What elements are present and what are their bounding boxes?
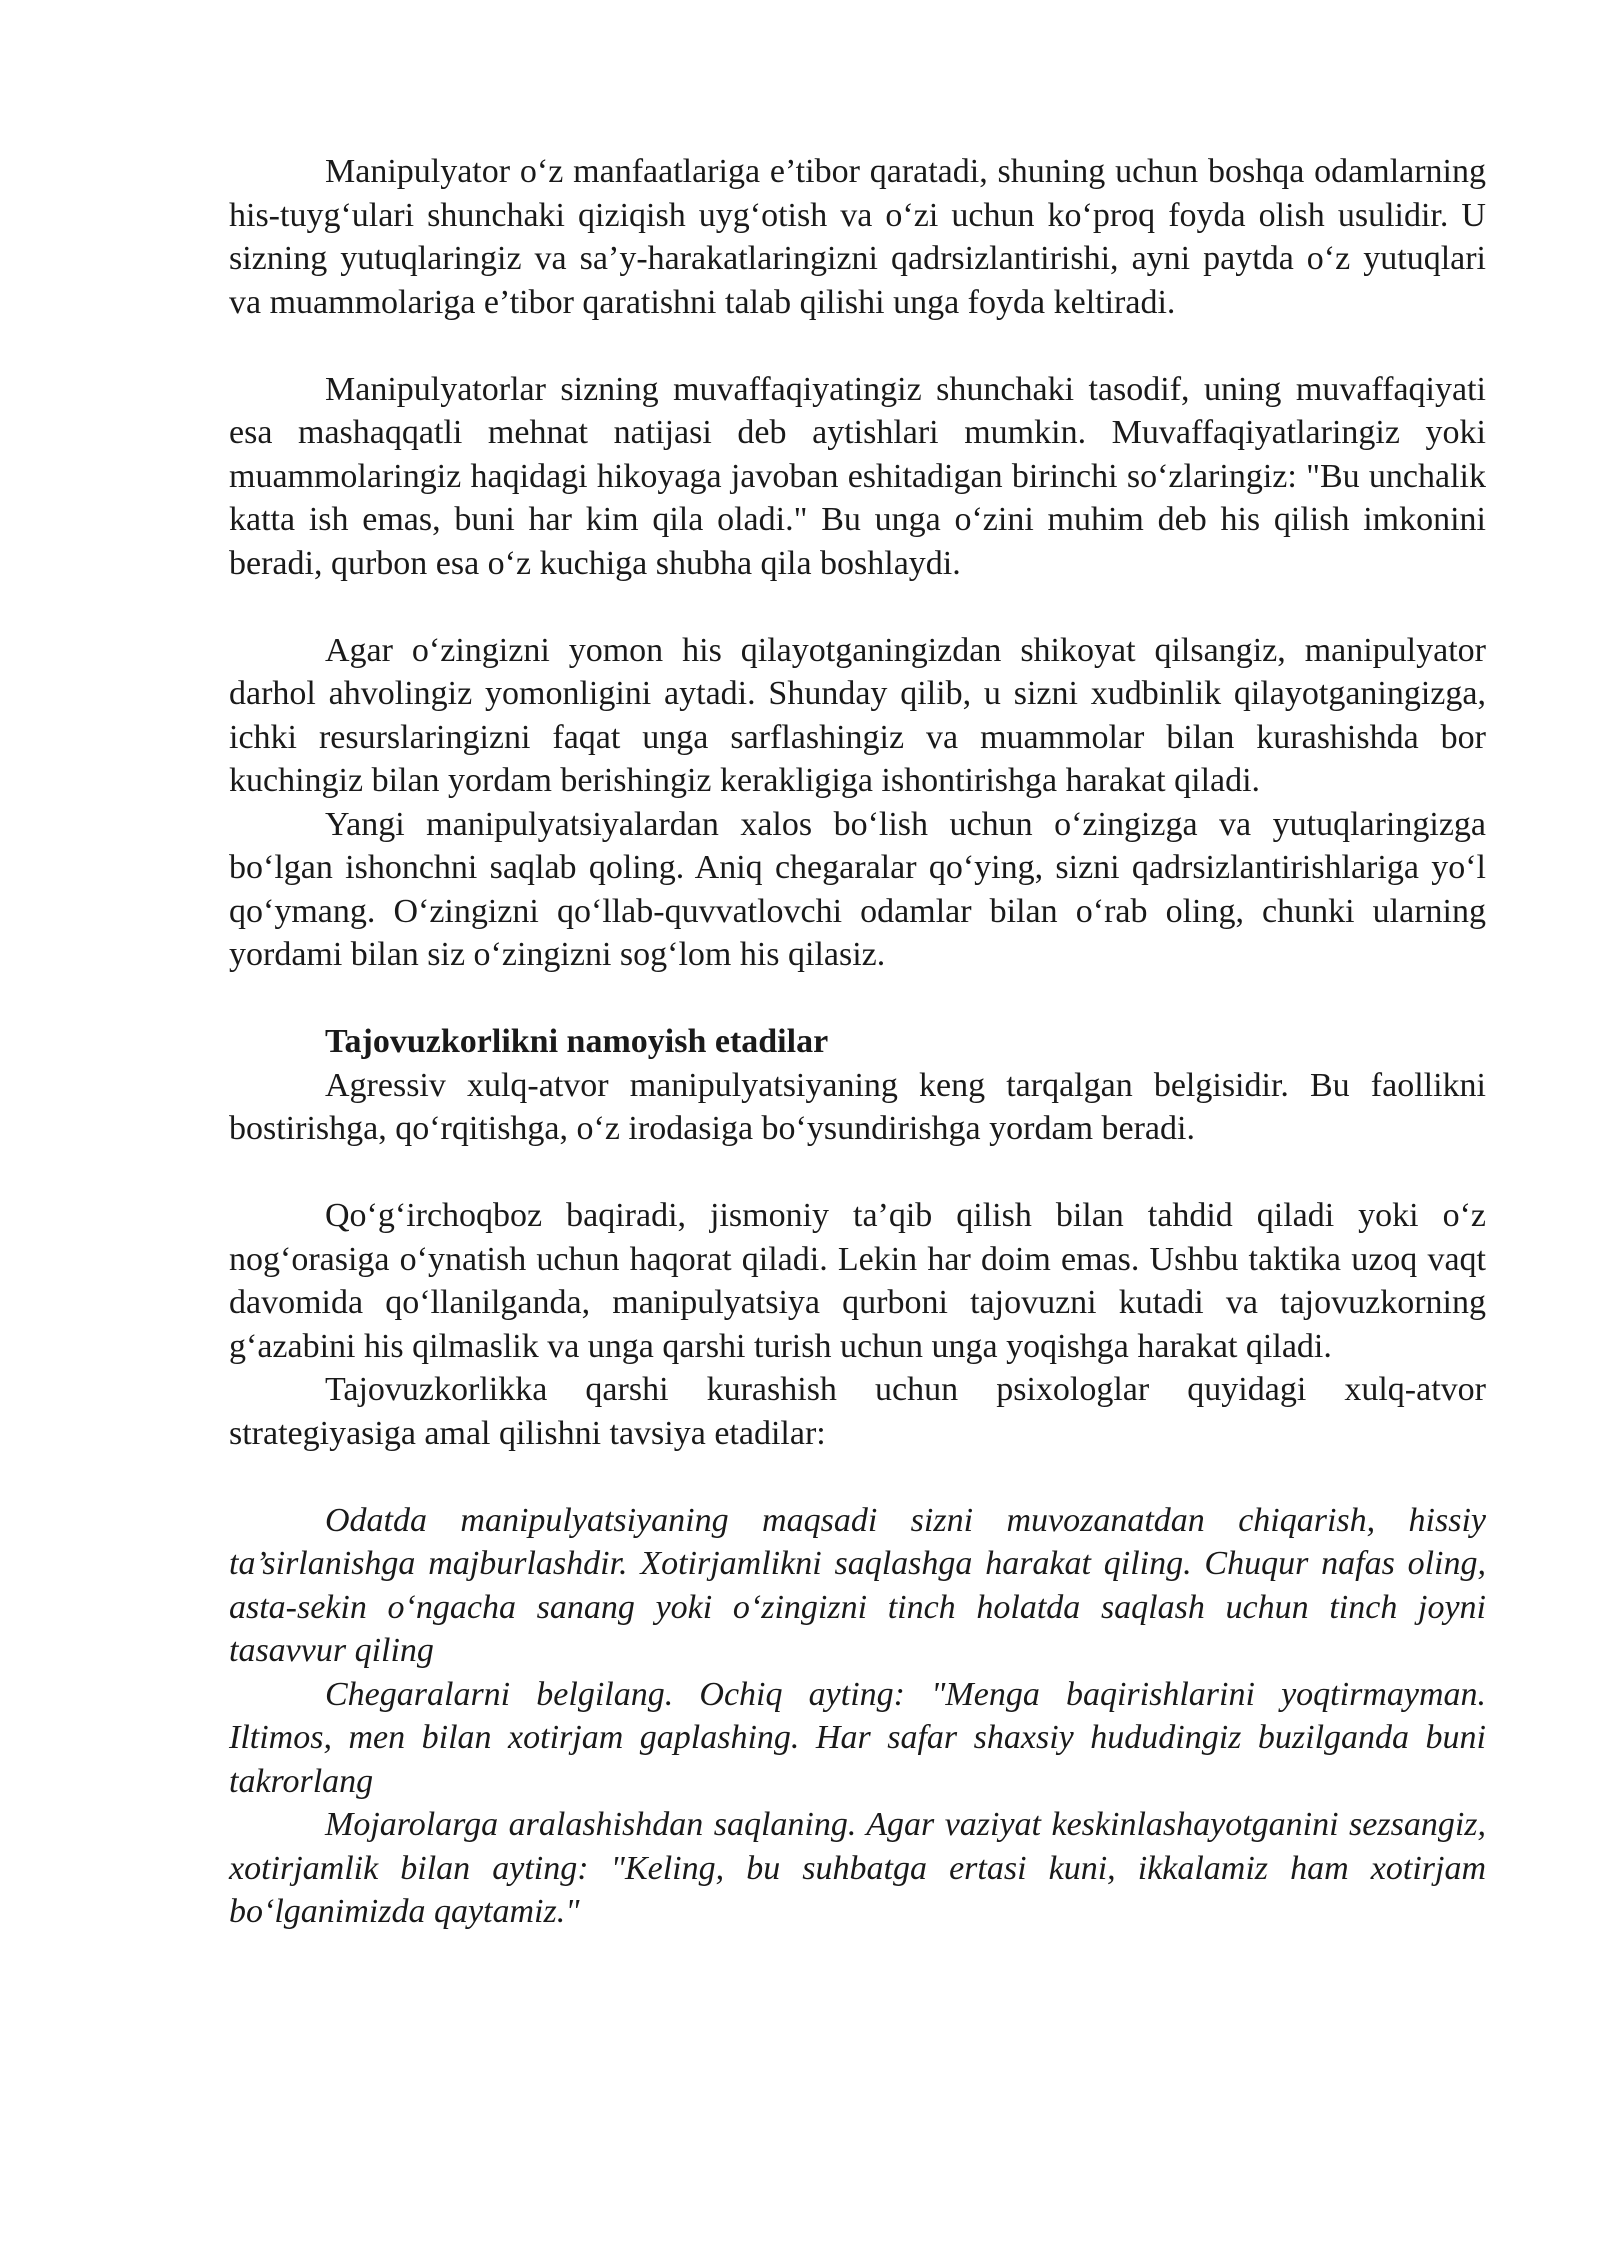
paragraph-4: Yangi manipulyatsiyalardan xalos bo‘lish uchun o‘zingizga va yutuqlaringizga bo‘lgan ishonchni saqlab qoling. Aniq chegaralar qo‘ying, sizni qadrsizlantirishlariga yo‘l qo‘ymang. O‘zingizni qo‘llab-quvvatlovchi odamlar bilan o‘rab oling, chunki ularning yordami bilan siz o‘zingizni sog‘lom his qilasiz. bbox=[229, 805, 1486, 973]
paragraph-5: Agressiv xulq-atvor manipulyatsiyaning keng tarqalgan belgisidir. Bu faollikni bostirishga, qo‘rqitishga, o‘z irodasiga bo‘ysundirishga yordam beradi. bbox=[229, 1066, 1486, 1147]
italic-paragraph-3: Mojarolarga aralashishdan saqlaning. Agar vaziyat keskinlashayotganini sezsangiz, xotirjamlik bilan ayting: "Keling, bu suhbatga ertasi kuni, ikkalamiz ham xotirjam bo‘lganimizda qaytamiz." bbox=[229, 1806, 1486, 1930]
paragraph-spacer bbox=[229, 977, 1486, 1021]
paragraph-1: Manipulyator o‘z manfaatlariga e’tibor qaratadi, shuning uchun boshqa odamlarning his-tuyg‘ulari shunchaki qiziqish uyg‘otish va o‘zi uchun ko‘proq foyda olish usulidir. U sizning yutuqlaringiz va sa’y-harakatlaringizni qadrsizlantirishi, ayni paytda o‘z yutuqlari va muammolariga e’tibor qaratishni talab qilishi unga foyda keltiradi. bbox=[229, 153, 1486, 321]
paragraph-3: Agar o‘zingizni yomon his qilayotganingizdan shikoyat qilsangiz, manipulyator darhol ahvolingiz yomonligini aytadi. Shunday qilib, u sizni xudbinlik qilayotganingizga, ichki resurslaringizni faqat unga sarflashingiz va muammolar bilan kurashishda bor kuchingiz bilan yordam berishingiz kerakligiga ishontirishga harakat qiladi. bbox=[229, 631, 1486, 799]
paragraph-6: Qo‘g‘irchoqboz baqiradi, jismoniy ta’qib qilish bilan tahdid qiladi yoki o‘z nog‘orasiga o‘ynatish uchun haqorat qiladi. Lekin har doim emas. Ushbu taktika uzoq vaqt davomida qo‘llanilganda, manipulyatsiya qurboni tajovuzni kutadi va tajovuzkorning g‘azabini his qilmaslik va unga qarshi turish uchun unga yoqishga harakat qiladi. bbox=[229, 1197, 1486, 1365]
paragraph-spacer bbox=[229, 585, 1486, 629]
document-page bbox=[229, 150, 1486, 1934]
paragraph-spacer bbox=[229, 324, 1486, 368]
section-heading: Tajovuzkorlikni namoyish etadilar bbox=[325, 1023, 829, 1060]
italic-paragraph-1: Odatda manipulyatsiyaning maqsadi sizni muvozanatdan chiqarish, hissiy ta’sirlanishga majburlashdir. Xotirjamlikni saqlashga harakat qiling. Chuqur nafas oling, asta-sekin o‘ngacha sanang yoki o‘zingizni tinch holatda saqlash uchun tinch joyni tasavvur qiling bbox=[229, 1501, 1486, 1669]
paragraph-spacer bbox=[229, 1455, 1486, 1499]
paragraph-spacer bbox=[229, 1151, 1486, 1195]
paragraph-2: Manipulyatorlar sizning muvaffaqiyatingiz shunchaki tasodif, uning muvaffaqiyati esa mashaqqatli mehnat natijasi deb aytishlari mumkin. Muvaffaqiyatlaringiz yoki muammolaringiz haqidagi hikoyaga javoban eshitadigan birinchi so‘zlaringiz: "Bu unchalik katta ish emas, buni har kim qila oladi." Bu unga o‘zini muhim deb his qilish imkonini beradi, qurbon esa o‘z kuchiga shubha qila boshlaydi. bbox=[229, 370, 1486, 582]
italic-paragraph-2: Chegaralarni belgilang. Ochiq ayting: "Menga baqirishlarini yoqtirmayman. Iltimos, men bilan xotirjam gaplashing. Har safar shaxsiy hududingiz buzilganda buni takrorlang bbox=[229, 1675, 1486, 1800]
paragraph-7: Tajovuzkorlikka qarshi kurashish uchun psixologlar quyidagi xulq-atvor strategiyasiga amal qilishni tavsiya etadilar: bbox=[229, 1371, 1486, 1452]
